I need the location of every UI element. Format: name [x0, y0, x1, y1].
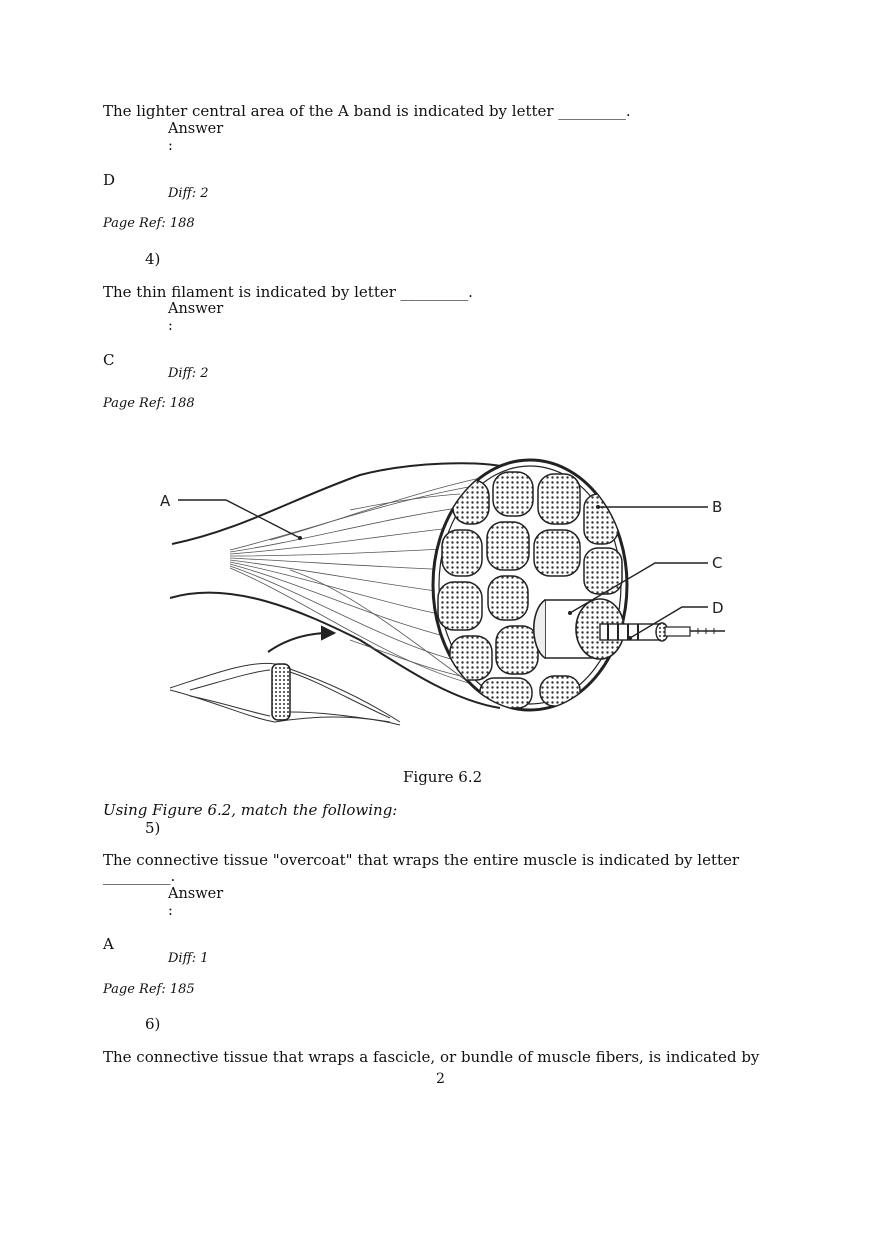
answer-value: D	[103, 171, 116, 189]
figure-label-d: D	[712, 599, 724, 617]
question-number: 4)	[145, 250, 161, 268]
page-ref: Page Ref: 185	[103, 982, 195, 997]
answer-value: A	[103, 935, 114, 953]
question-4-text: The thin filament is indicated by letter _________.	[103, 283, 473, 301]
figure-label-c: C	[712, 554, 723, 572]
myofibril	[665, 627, 725, 636]
question-3-text: The lighter central area of the A band is indicated by letter _________.	[103, 102, 631, 120]
difficulty: Diff: 2	[168, 366, 209, 381]
arrow-icon	[268, 627, 334, 652]
question-5-text-line2: _________.	[103, 867, 176, 885]
instruction-text: Using Figure 6.2, match the following:	[103, 801, 398, 819]
question-number: 5)	[145, 819, 161, 837]
question-number: 6)	[145, 1015, 161, 1033]
muscle-cross-section	[433, 460, 725, 710]
answer-label: Answer	[168, 886, 224, 902]
answer-label: Answer	[168, 301, 224, 317]
page-number: 2	[436, 1071, 445, 1087]
answer-colon: :	[168, 903, 173, 919]
answer-colon: :	[168, 318, 173, 334]
small-muscle-overview	[170, 663, 400, 725]
page-ref: Page Ref: 188	[103, 396, 195, 411]
figure-label-b: B	[712, 498, 723, 516]
answer-label: Answer	[168, 121, 224, 137]
difficulty: Diff: 2	[168, 186, 209, 201]
figure-label-a: A	[160, 492, 171, 510]
answer-value: C	[103, 351, 115, 369]
muscle-structure-figure	[150, 450, 740, 750]
page-ref: Page Ref: 188	[103, 216, 195, 231]
difficulty: Diff: 1	[168, 951, 209, 966]
muscle-fiber	[600, 623, 668, 641]
answer-colon: :	[168, 138, 173, 154]
question-6-text: The connective tissue that wraps a fascicle, or bundle of muscle fibers, is indicated by	[103, 1048, 760, 1066]
question-5-text-line1: The connective tissue "overcoat" that wraps the entire muscle is indicated by letter	[103, 851, 740, 869]
figure-caption: Figure 6.2	[403, 768, 483, 786]
